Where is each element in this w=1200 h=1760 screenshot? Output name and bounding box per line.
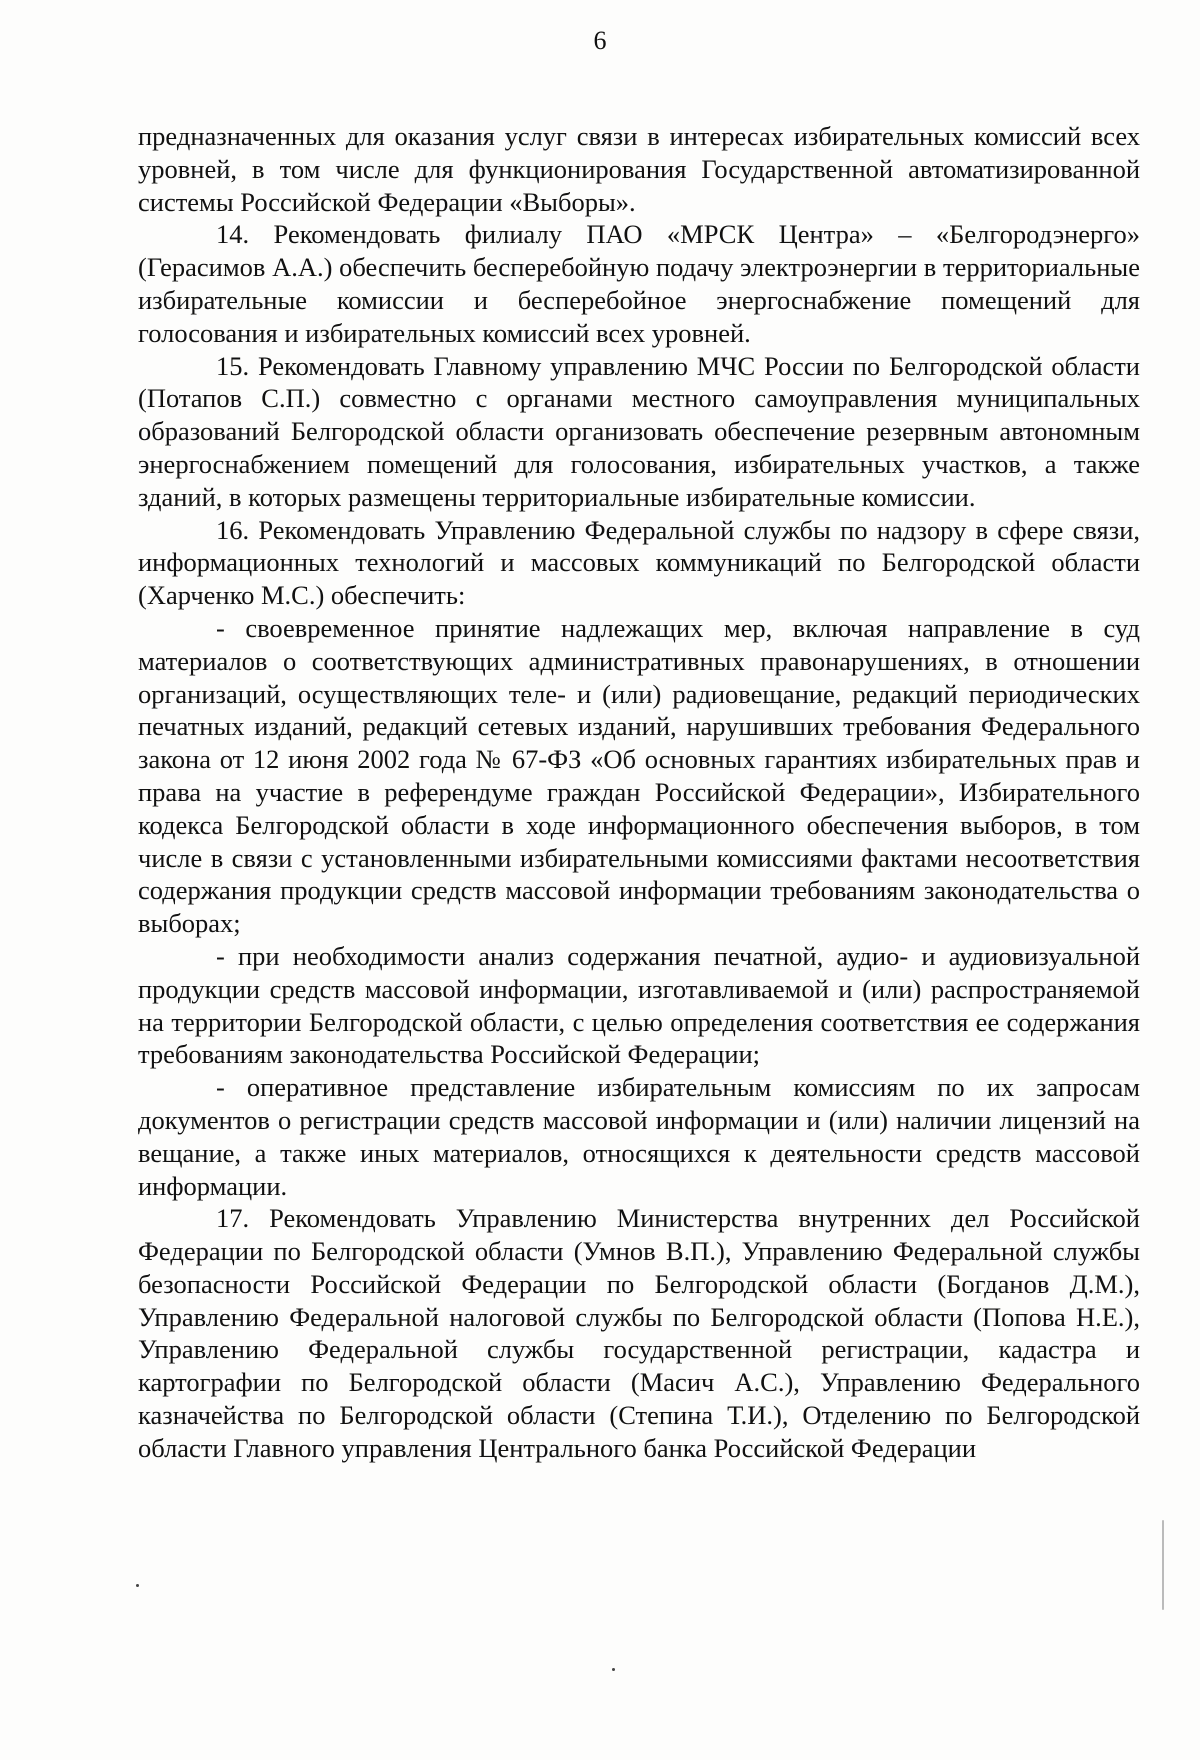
paragraph-item-17: 17. Рекомендовать Управлению Министерства внутренних дел Российской Федерации по Белгородской области (Умнов В.П.), Управлению Федеральной службы безопасности Российской Федерации по Белгородской области (Богданов Д.М.), Управлению Федеральной налоговой службы по Белгородской области (Попова Н.Е.), Управлению Федеральной службы государственной регистрации, кадастра и картографии по Белгородской области (Масич А.С.), Управлению Федерального казначейства по Белгородской области (Степина Т.И.), Отделению по Белгородской области Главного управления Центрального банка Российской Федерации bbox=[138, 1203, 1140, 1463]
paragraph-item-15: 15. Рекомендовать Главному управлению МЧС России по Белгородской области (Потапов С.П.) совместно с органами местного самоуправления муниципальных образований Белгородской области организовать обеспечение резервным автономным энергоснабжением помещений для голосования, избирательных участков, а также зданий, в которых размещены территориальные избирательные комиссии. bbox=[138, 350, 1140, 512]
paragraph-item-14: 14. Рекомендовать филиалу ПАО «МРСК Центра» – «Белгородэнерго» (Герасимов А.А.) обеспечить бесперебойную подачу электроэнергии в территориальные избирательные комиссии и бесперебойное энергоснабжение помещений для голосования и избирательных комиссий всех уровней. bbox=[138, 219, 1140, 348]
page-number: 6 bbox=[593, 26, 607, 55]
document-body bbox=[138, 120, 1140, 1465]
paragraph-item-16: 16. Рекомендовать Управлению Федеральной службы по надзору в сфере связи, информационных технологий и массовых коммуникаций по Белгородской области (Харченко М.С.) обеспечить: bbox=[138, 514, 1140, 611]
scan-speck bbox=[136, 1584, 139, 1587]
paragraph-item-16-bullet-2: - при необходимости анализ содержания печатной, аудио- и аудиовизуальной продукции средств массовой информации, изготавливаемой и (или) распространяемой на территории Белгородской области, с целью определения соответствия ее содержания требованиям законодательства Российской Федерации; bbox=[138, 940, 1140, 1070]
paragraph-continuation: предназначенных для оказания услуг связи в интересах избирательных комиссий всех уровней, в том числе для функционирования Государственной автоматизированной системы Российской Федерации «Выборы». bbox=[138, 121, 1140, 217]
scan-speck bbox=[1162, 1520, 1164, 1610]
paragraph-item-16-bullet-1: - своевременное принятие надлежащих мер, включая направление в суд материалов о соответствующих административных правонарушениях, в отношении организаций, осуществляющих теле- и (или) радиовещание, редакций периодических печатных изданий, редакций сетевых изданий, нарушивших требования Федерального закона от 12 июня 2002 года № 67-ФЗ «Об основных гарантиях избирательных прав и права на участие в референдуме граждан Российской Федерации», Избирательного кодекса Белгородской области в ходе информационного обеспечения выборов, в том числе в связи с установленными избирательными комиссиями фактами несоответствия содержания продукции средств массовой информации требованиям законодательства о выборах; bbox=[138, 612, 1140, 939]
paragraph-item-16-bullet-3: - оперативное представление избирательным комиссиям по их запросам документов о регистрации средств массовой информации и (или) наличии лицензий на вещание, а также иных материалов, относящихся к деятельности средств массовой информации. bbox=[138, 1072, 1140, 1201]
scan-speck bbox=[612, 1668, 615, 1671]
